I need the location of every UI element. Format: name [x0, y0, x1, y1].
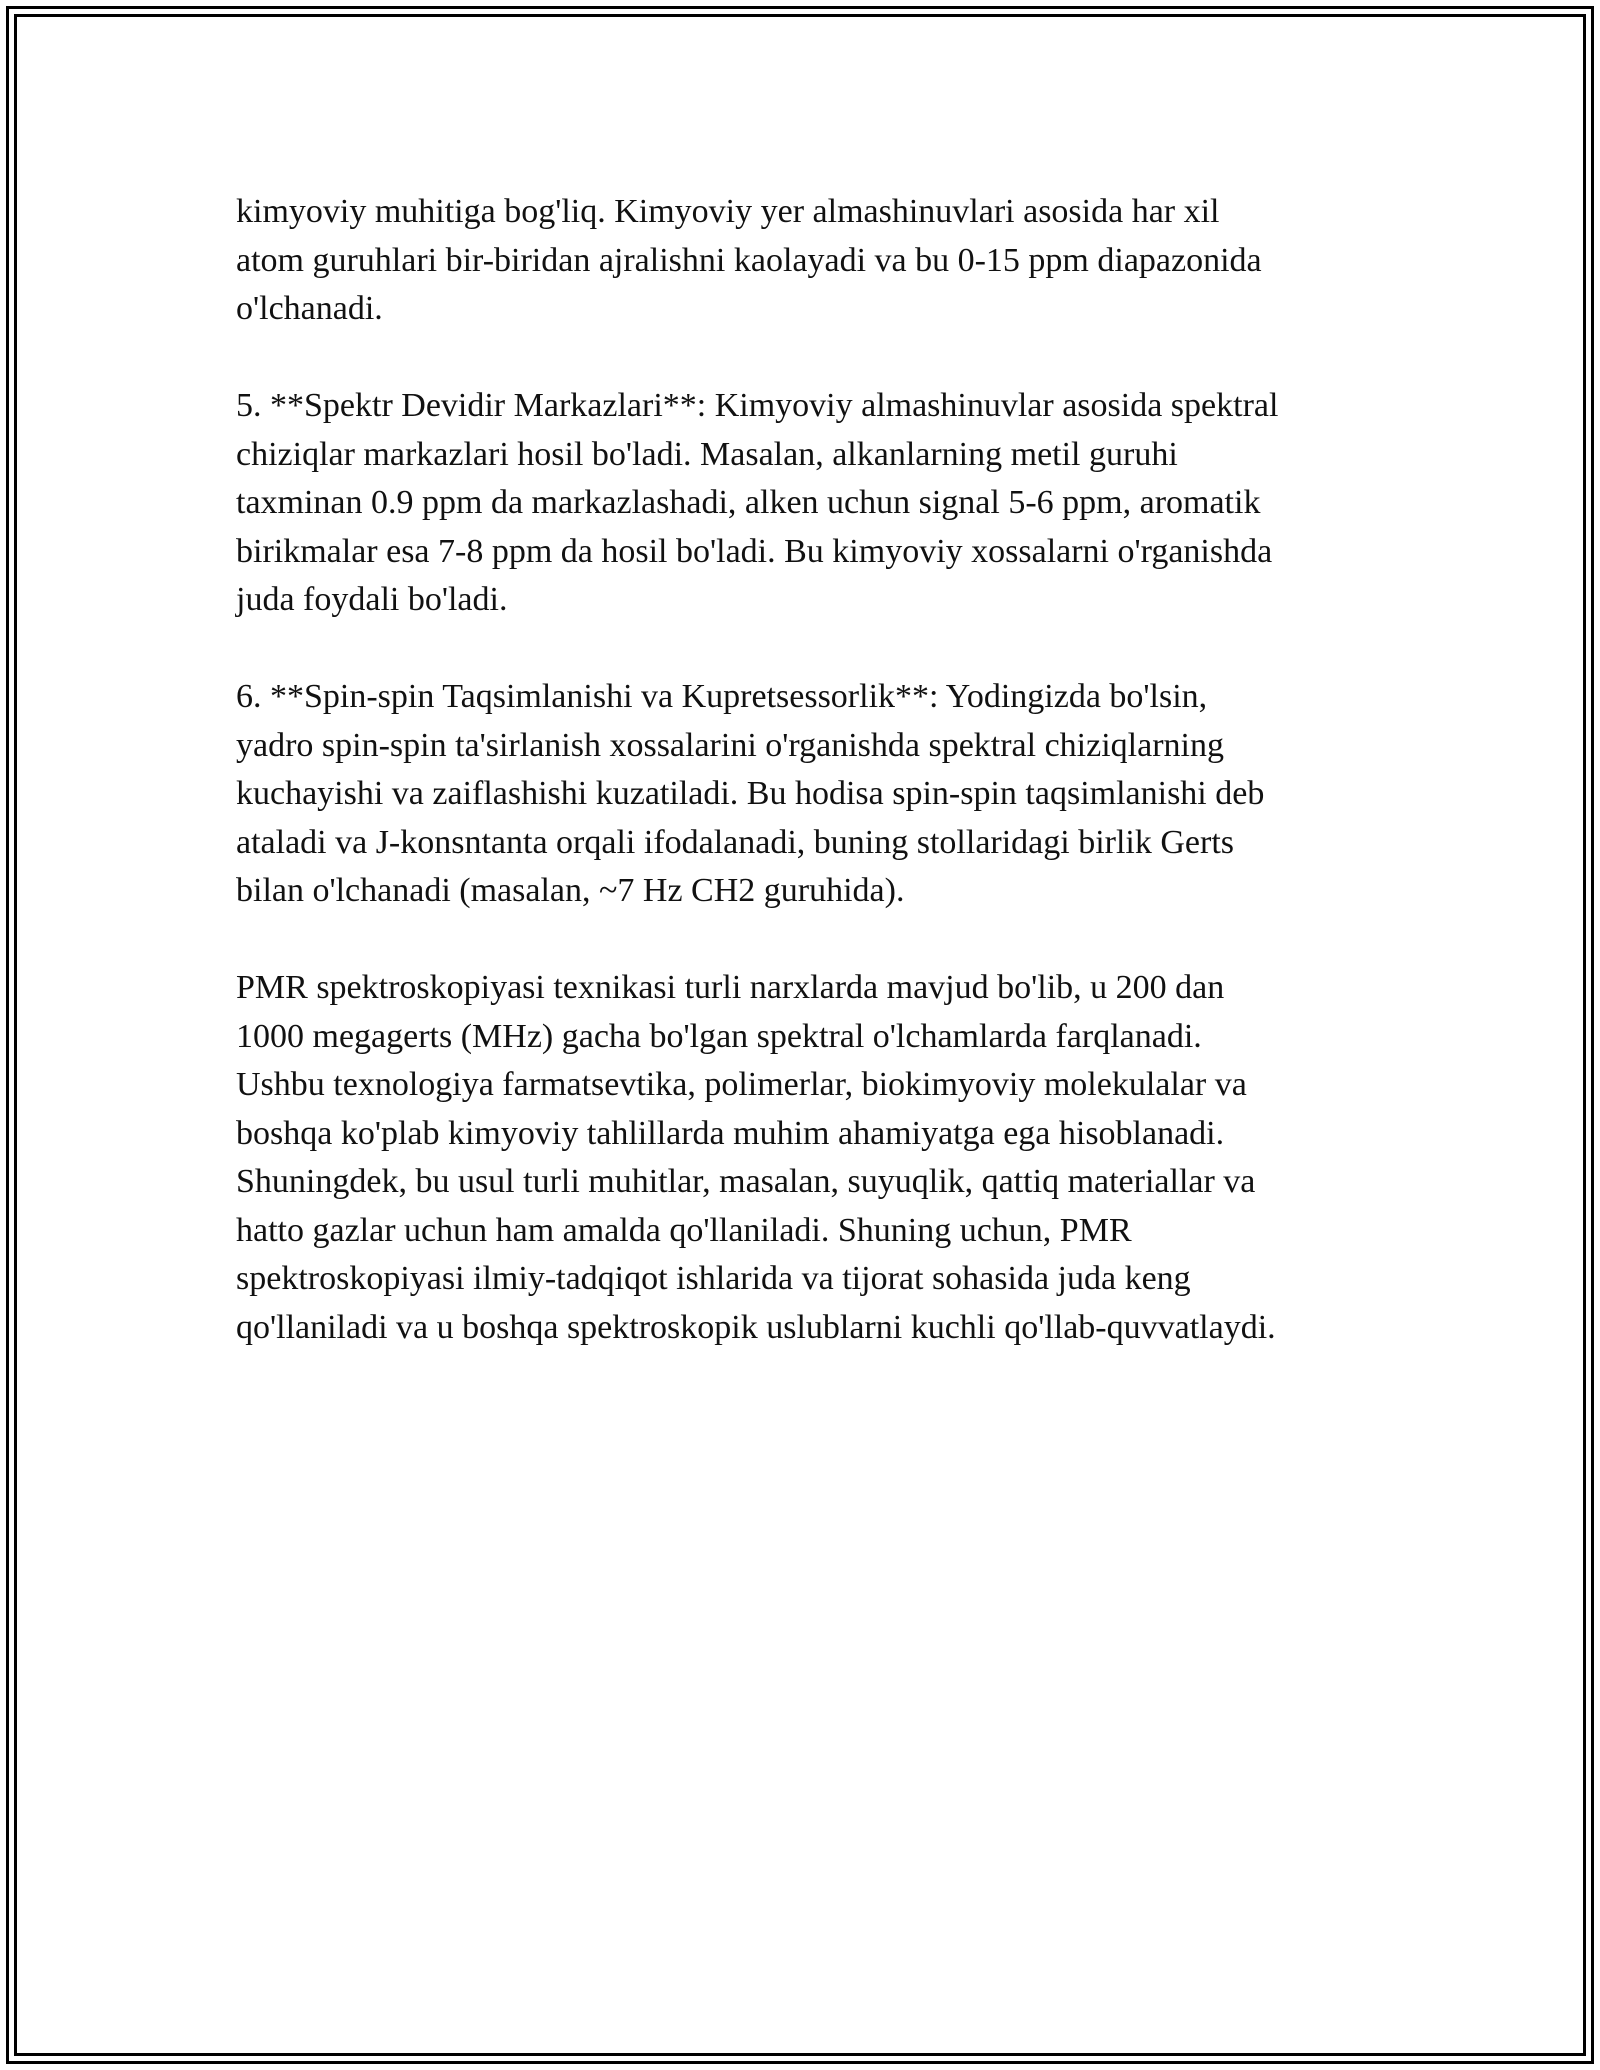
text-line: kuchayishi va zaiflashishi kuzatiladi. Bu hodisa spin-spin taqsimlanishi deb [236, 775, 1265, 812]
text-line: PMR spektroskopiyasi texnikasi turli narxlarda mavjud bo'lib, u 200 dan [236, 969, 1225, 1006]
text-line: Shuningdek, bu usul turli muhitlar, masalan, suyuqlik, qattiq materiallar va [236, 1163, 1256, 1200]
text-line: Ushbu texnologiya farmatsevtika, polimerlar, biokimyoviy molekulalar va [236, 1066, 1247, 1103]
text-line: spektroskopiyasi ilmiy-tadqiqot ishlarida va tijorat sohasida juda keng [236, 1260, 1191, 1297]
paragraph-spin-spin-splitting [236, 673, 1376, 916]
text-line: boshqa ko'plab kimyoviy tahlillarda muhim ahamiyatga ega hisoblanadi. [236, 1114, 1225, 1152]
text-line: qo'llaniladi va u boshqa spektroskopik uslublarni kuchli qo'llab-quvvatlaydi. [236, 1308, 1276, 1346]
text-line: taxminan 0.9 ppm da markazlashadi, alken uchun signal 5-6 ppm, aromatik [236, 484, 1261, 521]
text-line: atom guruhlari bir-biridan ajralishni kaolayadi va bu 0-15 ppm diapazonida [236, 241, 1262, 279]
text-line: 1000 megagerts (MHz) gacha bo'lgan spektral o'lchamlarda farqlanadi. [236, 1017, 1202, 1055]
text-line: o'lchanadi. [236, 290, 383, 327]
document-body [236, 188, 1376, 1401]
paragraph-spectral-centers [236, 382, 1376, 625]
text-line: 6. **Spin-spin Taqsimlanishi va Kupretsessorlik**: Yodingizda bo'lsin, [236, 678, 1208, 715]
text-line: birikmalar esa 7-8 ppm da hosil bo'ladi. Bu kimyoviy xossalarni o'rganishda [236, 532, 1273, 570]
paragraph-chemical-environment [236, 188, 1376, 334]
text-line: juda foydali bo'ladi. [236, 581, 508, 618]
text-line: kimyoviy muhitiga bog'liq. Kimyoviy yer almashinuvlari asosida har xil [236, 193, 1220, 230]
text-line: ataladi va J-konsntanta orqali ifodalanadi, buning stollaridagi birlik Gerts [236, 823, 1235, 861]
paragraph-pmr-applications [236, 964, 1376, 1352]
text-line: chiziqlar markazlari hosil bo'ladi. Masalan, alkanlarning metil guruhi [236, 435, 1178, 473]
text-line: 5. **Spektr Devidir Markazlari**: Kimyoviy almashinuvlar asosida spektral [236, 387, 1279, 424]
text-line: bilan o'lchanadi (masalan, ~7 Hz CH2 guruhida). [236, 872, 905, 909]
text-line: hatto gazlar uchun ham amalda qo'llaniladi. Shuning uchun, PMR [236, 1211, 1132, 1249]
text-line: yadro spin-spin ta'sirlanish xossalarini o'rganishda spektral chiziqlarning [236, 726, 1224, 764]
